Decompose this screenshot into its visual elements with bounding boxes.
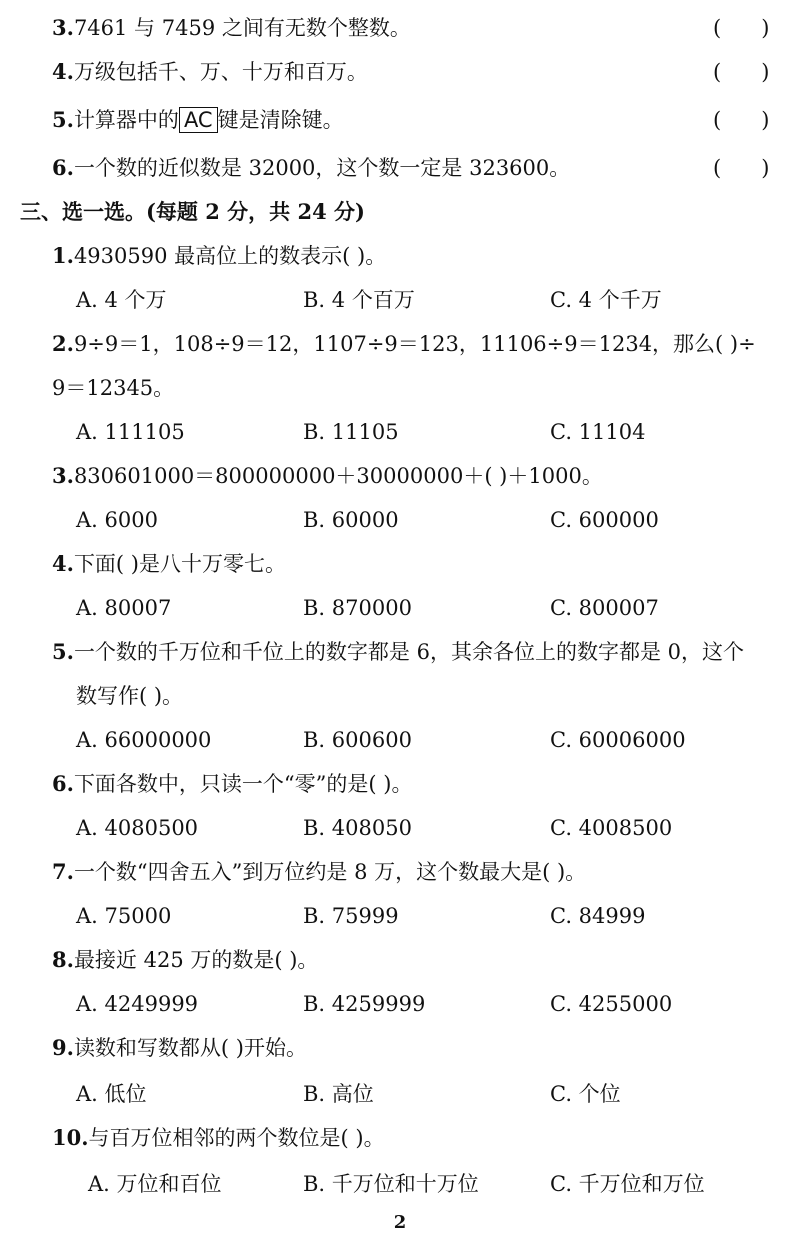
- option-c[interactable]: C. 800007: [550, 596, 659, 620]
- question-number: 5.: [52, 639, 74, 664]
- option-b[interactable]: B. 75999: [303, 904, 399, 928]
- option-a[interactable]: A. 80007: [76, 596, 172, 620]
- answer-parentheses[interactable]: ( ): [713, 108, 770, 132]
- option-a[interactable]: A. 低位: [76, 1082, 147, 1106]
- question-3: [52, 462, 603, 490]
- judge-item-number: 6.: [52, 155, 74, 180]
- judge-item-6: [52, 154, 570, 182]
- judge-item-text: 万级包括千、万、十万和百万。: [73, 60, 368, 84]
- question-text: 830601000＝800000000＋30000000＋( )＋1000。: [73, 464, 603, 488]
- option-a[interactable]: A. 6000: [76, 508, 158, 532]
- judge-item-text-end: 键是清除键。: [217, 108, 344, 132]
- page-number: 2: [393, 1212, 407, 1233]
- question-text: 与百万位相邻的两个数位是( )。: [88, 1126, 385, 1150]
- question-text: 下面各数中，只读一个“零”的是( )。: [73, 772, 413, 796]
- question-number: 7.: [52, 859, 74, 884]
- option-c[interactable]: C. 4255000: [550, 992, 673, 1016]
- option-a[interactable]: A. 4080500: [76, 816, 199, 840]
- option-c[interactable]: C. 11104: [550, 420, 646, 444]
- option-a[interactable]: A. 4 个万: [76, 288, 167, 312]
- question-8: [52, 946, 318, 974]
- question-2: [52, 330, 756, 358]
- judge-item-number: 5.: [52, 107, 74, 132]
- option-c[interactable]: C. 4008500: [550, 816, 673, 840]
- question-7: [52, 858, 586, 886]
- judge-item-text: 一个数的近似数是 32000，这个数一定是 323600。: [73, 156, 571, 180]
- option-b[interactable]: B. 60000: [303, 508, 399, 532]
- question-2-continued: 9＝12345。: [52, 376, 175, 400]
- option-c[interactable]: C. 个位: [550, 1082, 621, 1106]
- option-a[interactable]: A. 万位和百位: [88, 1172, 222, 1196]
- option-a[interactable]: A. 75000: [76, 904, 172, 928]
- question-5-continued: 数写作( )。: [76, 684, 184, 708]
- option-c[interactable]: C. 4 个千万: [550, 288, 662, 312]
- judge-item-number: 3.: [52, 15, 74, 40]
- question-1: [52, 242, 386, 270]
- option-c[interactable]: C. 600000: [550, 508, 659, 532]
- option-b[interactable]: B. 4259999: [303, 992, 426, 1016]
- question-9: [52, 1034, 307, 1062]
- question-text: 一个数的千万位和千位上的数字都是 6，其余各位上的数字都是 0，这个: [73, 640, 745, 664]
- judge-item-text: 计算器中的: [73, 108, 179, 132]
- question-number: 9.: [52, 1035, 74, 1060]
- option-b[interactable]: B. 千万位和十万位: [303, 1172, 479, 1196]
- option-c[interactable]: C. 84999: [550, 904, 646, 928]
- option-b[interactable]: B. 高位: [303, 1082, 374, 1106]
- section-title: 三、选一选。(每题 2 分，共 24 分): [20, 199, 365, 224]
- option-c[interactable]: C. 千万位和万位: [550, 1172, 705, 1196]
- question-number: 8.: [52, 947, 74, 972]
- judge-item-3: [52, 14, 411, 42]
- answer-parentheses[interactable]: ( ): [713, 16, 770, 40]
- option-a[interactable]: A. 66000000: [76, 728, 212, 752]
- question-number: 3.: [52, 463, 74, 488]
- question-6: [52, 770, 412, 798]
- question-10: [52, 1124, 385, 1152]
- question-text: 读数和写数都从( )开始。: [73, 1036, 307, 1060]
- question-text: 4930590 最高位上的数表示( )。: [73, 244, 387, 268]
- judge-item-number: 4.: [52, 59, 74, 84]
- question-5: [52, 638, 744, 666]
- option-c[interactable]: C. 60006000: [550, 728, 686, 752]
- judge-item-4: [52, 58, 368, 86]
- option-b[interactable]: B. 11105: [303, 420, 399, 444]
- question-text: 9÷9＝1，108÷9＝12，1107÷9＝123，11106÷9＝1234，那么( )÷: [73, 332, 756, 356]
- question-number: 10.: [52, 1125, 89, 1150]
- question-number: 1.: [52, 243, 74, 268]
- question-text: 最接近 425 万的数是( )。: [73, 948, 319, 972]
- option-b[interactable]: B. 870000: [303, 596, 412, 620]
- option-a[interactable]: A. 4249999: [76, 992, 199, 1016]
- option-b[interactable]: B. 4 个百万: [303, 288, 415, 312]
- question-number: 4.: [52, 551, 74, 576]
- question-4: [52, 550, 286, 578]
- ac-key-box: AC: [179, 107, 218, 133]
- question-number: 6.: [52, 771, 74, 796]
- question-text: 下面( )是八十万零七。: [73, 552, 286, 576]
- answer-parentheses[interactable]: ( ): [713, 156, 770, 180]
- option-b[interactable]: B. 600600: [303, 728, 412, 752]
- judge-item-5: [52, 106, 344, 134]
- option-b[interactable]: B. 408050: [303, 816, 412, 840]
- question-number: 2.: [52, 331, 74, 356]
- answer-parentheses[interactable]: ( ): [713, 60, 770, 84]
- option-a[interactable]: A. 111105: [76, 420, 185, 444]
- judge-item-text: 7461 与 7459 之间有无数个整数。: [73, 16, 411, 40]
- question-text: 一个数“四舍五入”到万位约是 8 万，这个数最大是( )。: [73, 860, 587, 884]
